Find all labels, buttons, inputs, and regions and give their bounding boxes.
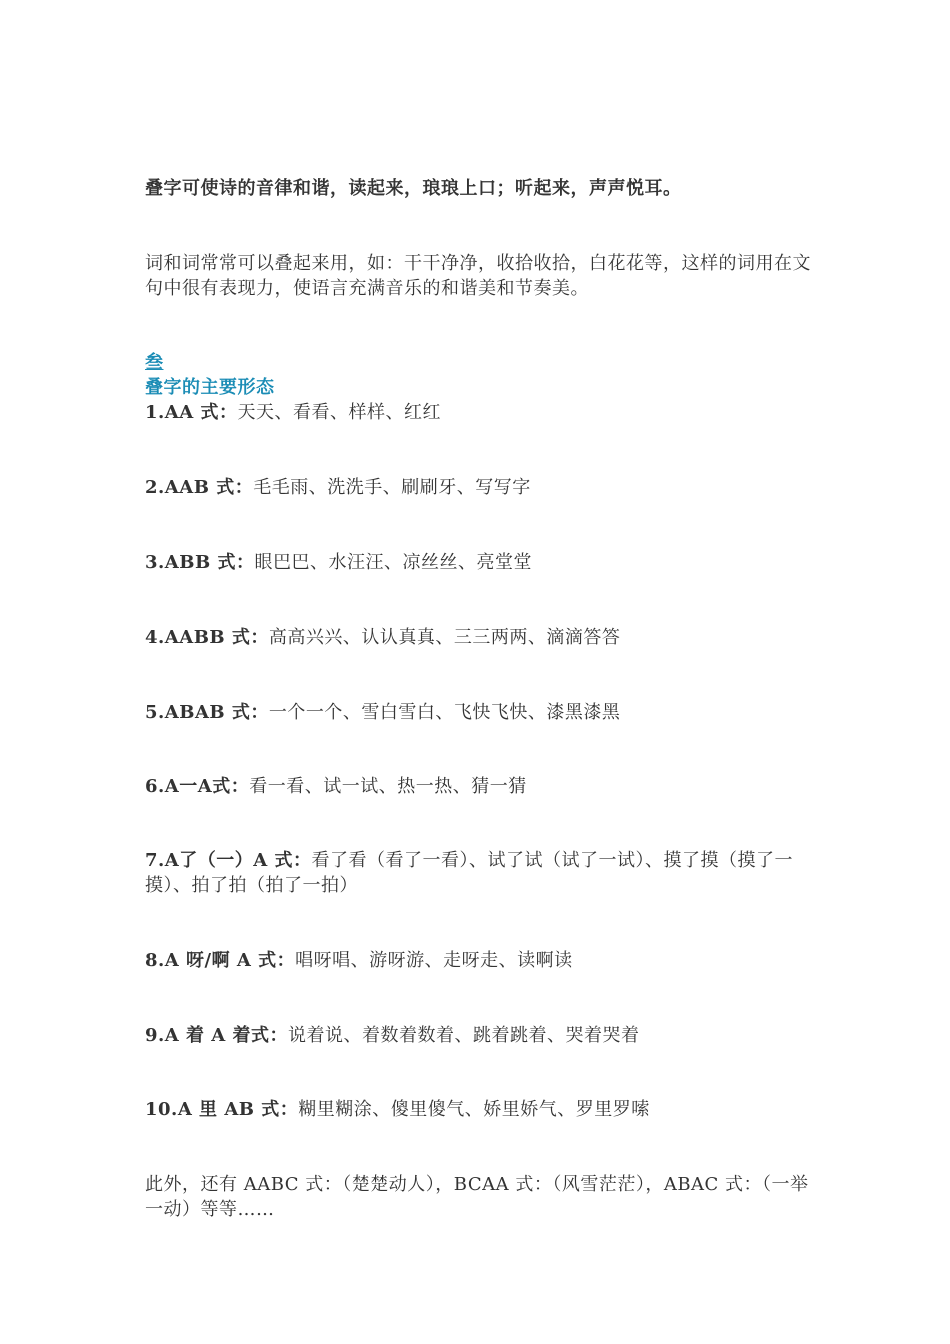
item-text: 看一看、试一试、热一热、猜一猜 bbox=[249, 776, 527, 797]
footer-note: 此外，还有 AABC 式：（楚楚动人），BCAA 式：（风雪茫茫），ABAC 式：（一举一动）等等…… bbox=[145, 1174, 809, 1220]
intro-paragraph: 词和词常常可以叠起来用，如：干干净净，收拾收拾，白花花等，这样的词用在文句中很有表现力，使语言充满音乐的和谐美和节奏美。 bbox=[145, 253, 811, 299]
item-text: 毛毛雨、洗洗手、刷刷牙、写写字 bbox=[253, 477, 531, 498]
list-item bbox=[145, 1097, 825, 1122]
item-label: 1.AA 式： bbox=[145, 402, 238, 423]
item-label: 6.A一A式： bbox=[145, 776, 250, 797]
list-item bbox=[145, 700, 825, 725]
item-text: 高高兴兴、认认真真、三三两两、滴滴答答 bbox=[268, 627, 621, 648]
section-title: 叠字的主要形态 bbox=[145, 377, 275, 398]
item-label: 3.ABB 式： bbox=[145, 552, 255, 573]
list-item bbox=[145, 475, 825, 500]
item-label: 5.ABAB 式： bbox=[145, 702, 269, 723]
item-label: 7.A了（一）A 式： bbox=[145, 850, 312, 871]
list-item bbox=[145, 774, 825, 799]
item-text: 唱呀唱、游呀游、走呀走、读啊读 bbox=[295, 950, 573, 971]
list-item bbox=[145, 848, 825, 898]
item-label: 8.A 呀/啊 A 式： bbox=[145, 950, 296, 971]
section-heading bbox=[145, 350, 825, 400]
list-item bbox=[145, 625, 825, 650]
list-item bbox=[145, 948, 825, 973]
item-text: 眼巴巴、水汪汪、凉丝丝、亮堂堂 bbox=[254, 552, 532, 573]
item-text: 天天、看看、样样、红红 bbox=[237, 402, 441, 423]
item-text: 一个一个、雪白雪白、飞快飞快、漆黑漆黑 bbox=[268, 702, 621, 723]
list-item bbox=[145, 400, 825, 425]
item-text: 糊里糊涂、傻里傻气、娇里娇气、罗里罗嗦 bbox=[298, 1099, 650, 1120]
intro-bold-line: 叠字可使诗的音律和谐，读起来，琅琅上口；听起来，声声悦耳。 bbox=[145, 178, 682, 199]
item-label: 10.A 里 AB 式： bbox=[145, 1099, 299, 1120]
item-label: 9.A 着 A 着式： bbox=[145, 1025, 289, 1046]
list-item bbox=[145, 1023, 825, 1048]
list-item bbox=[145, 550, 825, 575]
section-number: 叁 bbox=[145, 352, 164, 373]
item-label: 2.AAB 式： bbox=[145, 477, 254, 498]
item-label: 4.AABB 式： bbox=[145, 627, 269, 648]
item-text: 说着说、着数着数着、跳着跳着、哭着哭着 bbox=[288, 1025, 640, 1046]
item-text: 看了看（看了一看）、试了试（试了一试）、摸了摸（摸了一摸）、拍了拍（拍了一拍） bbox=[145, 850, 793, 896]
